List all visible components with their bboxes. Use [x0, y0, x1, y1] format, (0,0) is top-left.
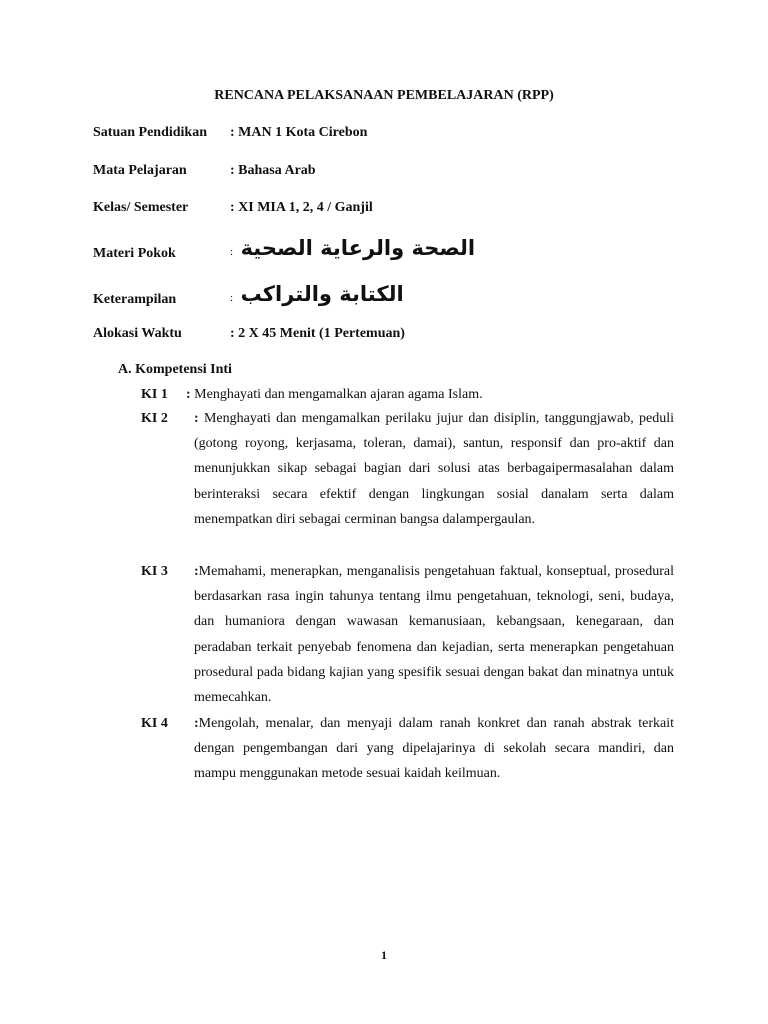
ki-colon: : — [186, 387, 195, 402]
ki-label: KI 1 — [141, 387, 168, 402]
info-value: : XI MIA 1, 2, 4 / Ganjil — [230, 200, 373, 215]
info-label: Kelas/ Semester — [93, 200, 189, 215]
ki-colon: : — [194, 411, 204, 426]
ki-colon: : — [194, 564, 199, 579]
arabic-text: الصحة والرعاية الصحية — [240, 236, 476, 260]
ki-text — [194, 559, 674, 710]
ki-text — [186, 387, 483, 403]
colon: : — [230, 292, 234, 304]
ki-colon: : — [194, 716, 199, 731]
ki-label: KI 4 — [141, 716, 168, 731]
info-label: Alokasi Waktu — [93, 326, 182, 341]
ki-text — [194, 406, 674, 532]
info-label: Satuan Pendidikan — [93, 125, 207, 140]
document-title: RENCANA PELAKSANAAN PEMBELAJARAN (RPP) — [214, 88, 554, 103]
ki-body: Memahami, menerapkan, menganalisis pengetahuan faktual, konseptual, prosedural berdasarkan rasa ingin tahunya tentang ilmu pengetahuan, teknologi, seni, budaya, dan humaniora dengan wawasan kemanusiaan, kebangsaan, kenegaraan, dan peradaban terkait penyebab fenomena dan kejadian, serta menerapkan pengetahuan prosedural pada bidang kajian yang spesifik sesuai dengan bakat dan minatnya untuk memecahkan. — [194, 564, 674, 706]
info-value: : 2 X 45 Menit (1 Pertemuan) — [230, 326, 405, 341]
info-value: : MAN 1 Kota Cirebon — [230, 125, 368, 140]
arabic-text: الكتابة والتراكب — [240, 282, 404, 306]
ki-body: Menghayati dan mengamalkan perilaku jujur dan disiplin, tanggungjawab, peduli (gotong royong, kerjasama, toleran, damai), santun, responsif dan pro-aktif dan menunjukkan sikap sebagai bagian dari solusi atas berbagaipermasalahan dalam berinteraksi secara efektif dengan lingkungan sosial danalam serta dalam menempatkan diri sebagai cerminan bangsa dalampergaulan. — [194, 411, 674, 527]
ki-body: Mengolah, menalar, dan menyaji dalam ranah konkret dan ranah abstrak terkait dengan pengembangan dari yang dipelajarinya di sekolah secara mandiri, dan mampu menggunakan metode sesuai kaidah keilmuan. — [194, 716, 674, 782]
colon: : — [230, 246, 234, 258]
ki-text — [194, 711, 674, 787]
info-label: Mata Pelajaran — [93, 163, 187, 178]
info-label: Materi Pokok — [93, 246, 176, 261]
info-value — [230, 236, 475, 260]
info-value — [230, 282, 404, 306]
ki-body: Menghayati dan mengamalkan ajaran agama Islam. — [194, 387, 483, 402]
section-heading: A. Kompetensi Inti — [118, 362, 232, 377]
info-label: Keterampilan — [93, 292, 177, 307]
page-number: 1 — [381, 948, 387, 962]
ki-label: KI 3 — [141, 564, 168, 579]
ki-label: KI 2 — [141, 411, 168, 426]
info-value: : Bahasa Arab — [230, 163, 316, 178]
